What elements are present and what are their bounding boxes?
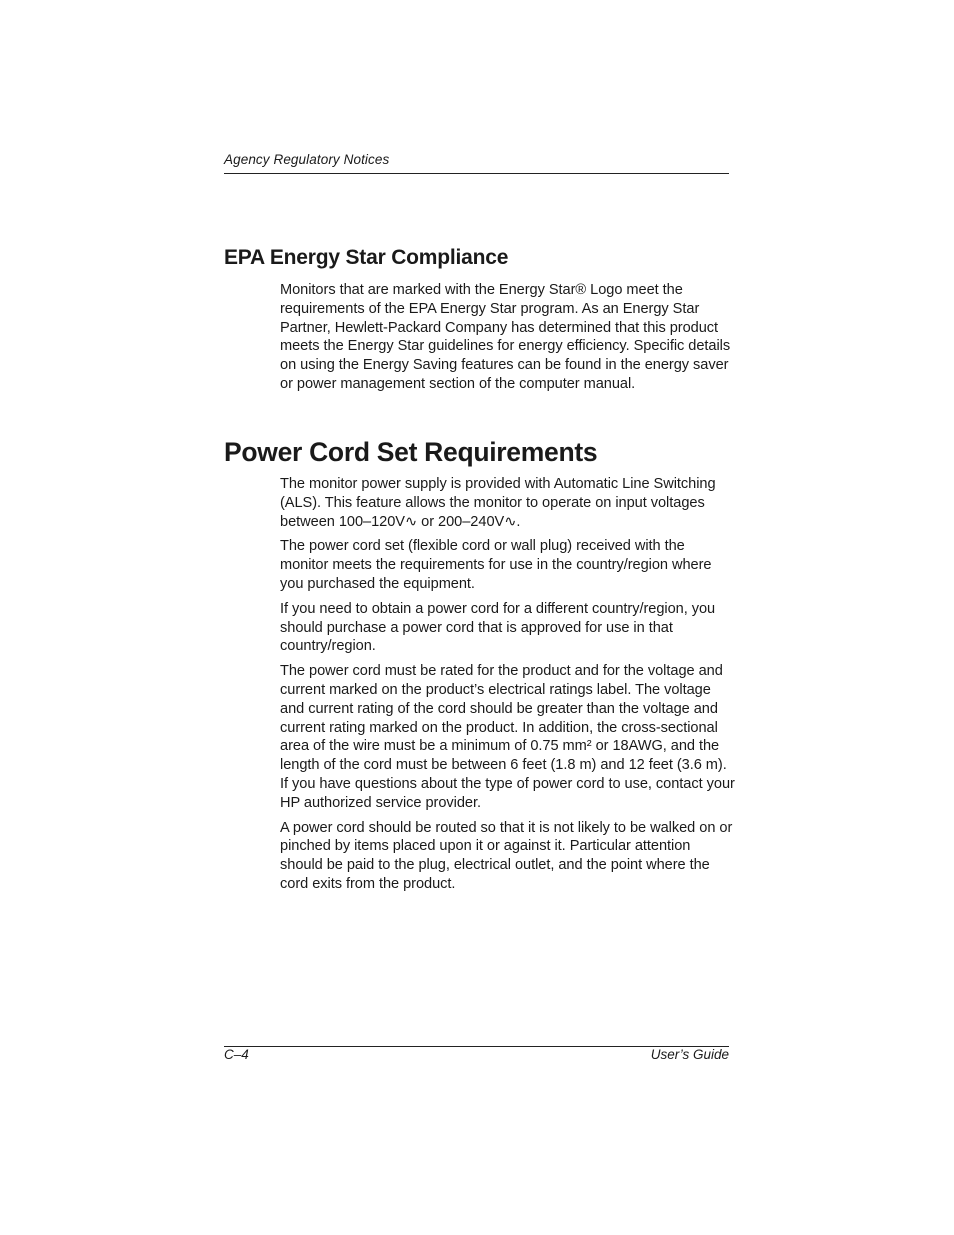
power-cord-heading: Power Cord Set Requirements <box>224 437 598 467</box>
power-cord-paragraph-set: The power cord set (flexible cord or wall plug) received with the monitor meets the requirements for use in the country/region where you purchased the equipment. <box>280 538 712 592</box>
epa-body <box>280 281 735 394</box>
running-header: Agency Regulatory Notices <box>224 152 390 167</box>
epa-heading: EPA Energy Star Compliance <box>224 246 509 269</box>
header-rule <box>224 173 729 174</box>
epa-section <box>224 244 744 400</box>
epa-paragraph: Monitors that are marked with the Energy Star® Logo meet the requirements of the EPA Energy Star program. As an Energy Star Partner, Hewlett-Packard Company has determined that this product meets the Energy Star guidelines for energy efficiency. Specific details on using the Energy Saving features can be found in the energy saver or power management section of the computer manual. <box>280 282 731 392</box>
power-cord-paragraph-obtain: If you need to obtain a power cord for a different country/region, you should purchase a power cord that is approved for use in that country/region. <box>280 600 716 655</box>
power-cord-paragraph-rating: The power cord must be rated for the product and for the voltage and current marked on the product’s electrical ratings label. The voltage and current rating of the cord should be greater than the voltage and current rating marked on the product. In addition, the cross-sectional area of the wire must be a minimum of 0.75 mm² or 18AWG, and the length of the cord must be between 6 feet (1.8 m) and 12 feet (3.6 m). If you have questions about the type of power cord to use, contact your HP authorized service provider. <box>280 663 735 811</box>
power-cord-paragraph-routing: A power cord should be routed so that it is not likely to be walked on or pinched by items placed upon it or against it. Particular attention should be paid to the plug, electrical outlet, and the point where the cord exits from the product. <box>280 819 733 892</box>
power-cord-section <box>224 435 744 900</box>
power-cord-body <box>280 475 735 894</box>
power-cord-paragraph-als: The monitor power supply is provided with Automatic Line Switching (ALS). This feature allows the monitor to operate on input voltages between 100–120V∿ or 200–240V∿. <box>280 476 716 530</box>
page-number: C–4 <box>224 1047 249 1062</box>
document-title: User’s Guide <box>650 1047 729 1062</box>
